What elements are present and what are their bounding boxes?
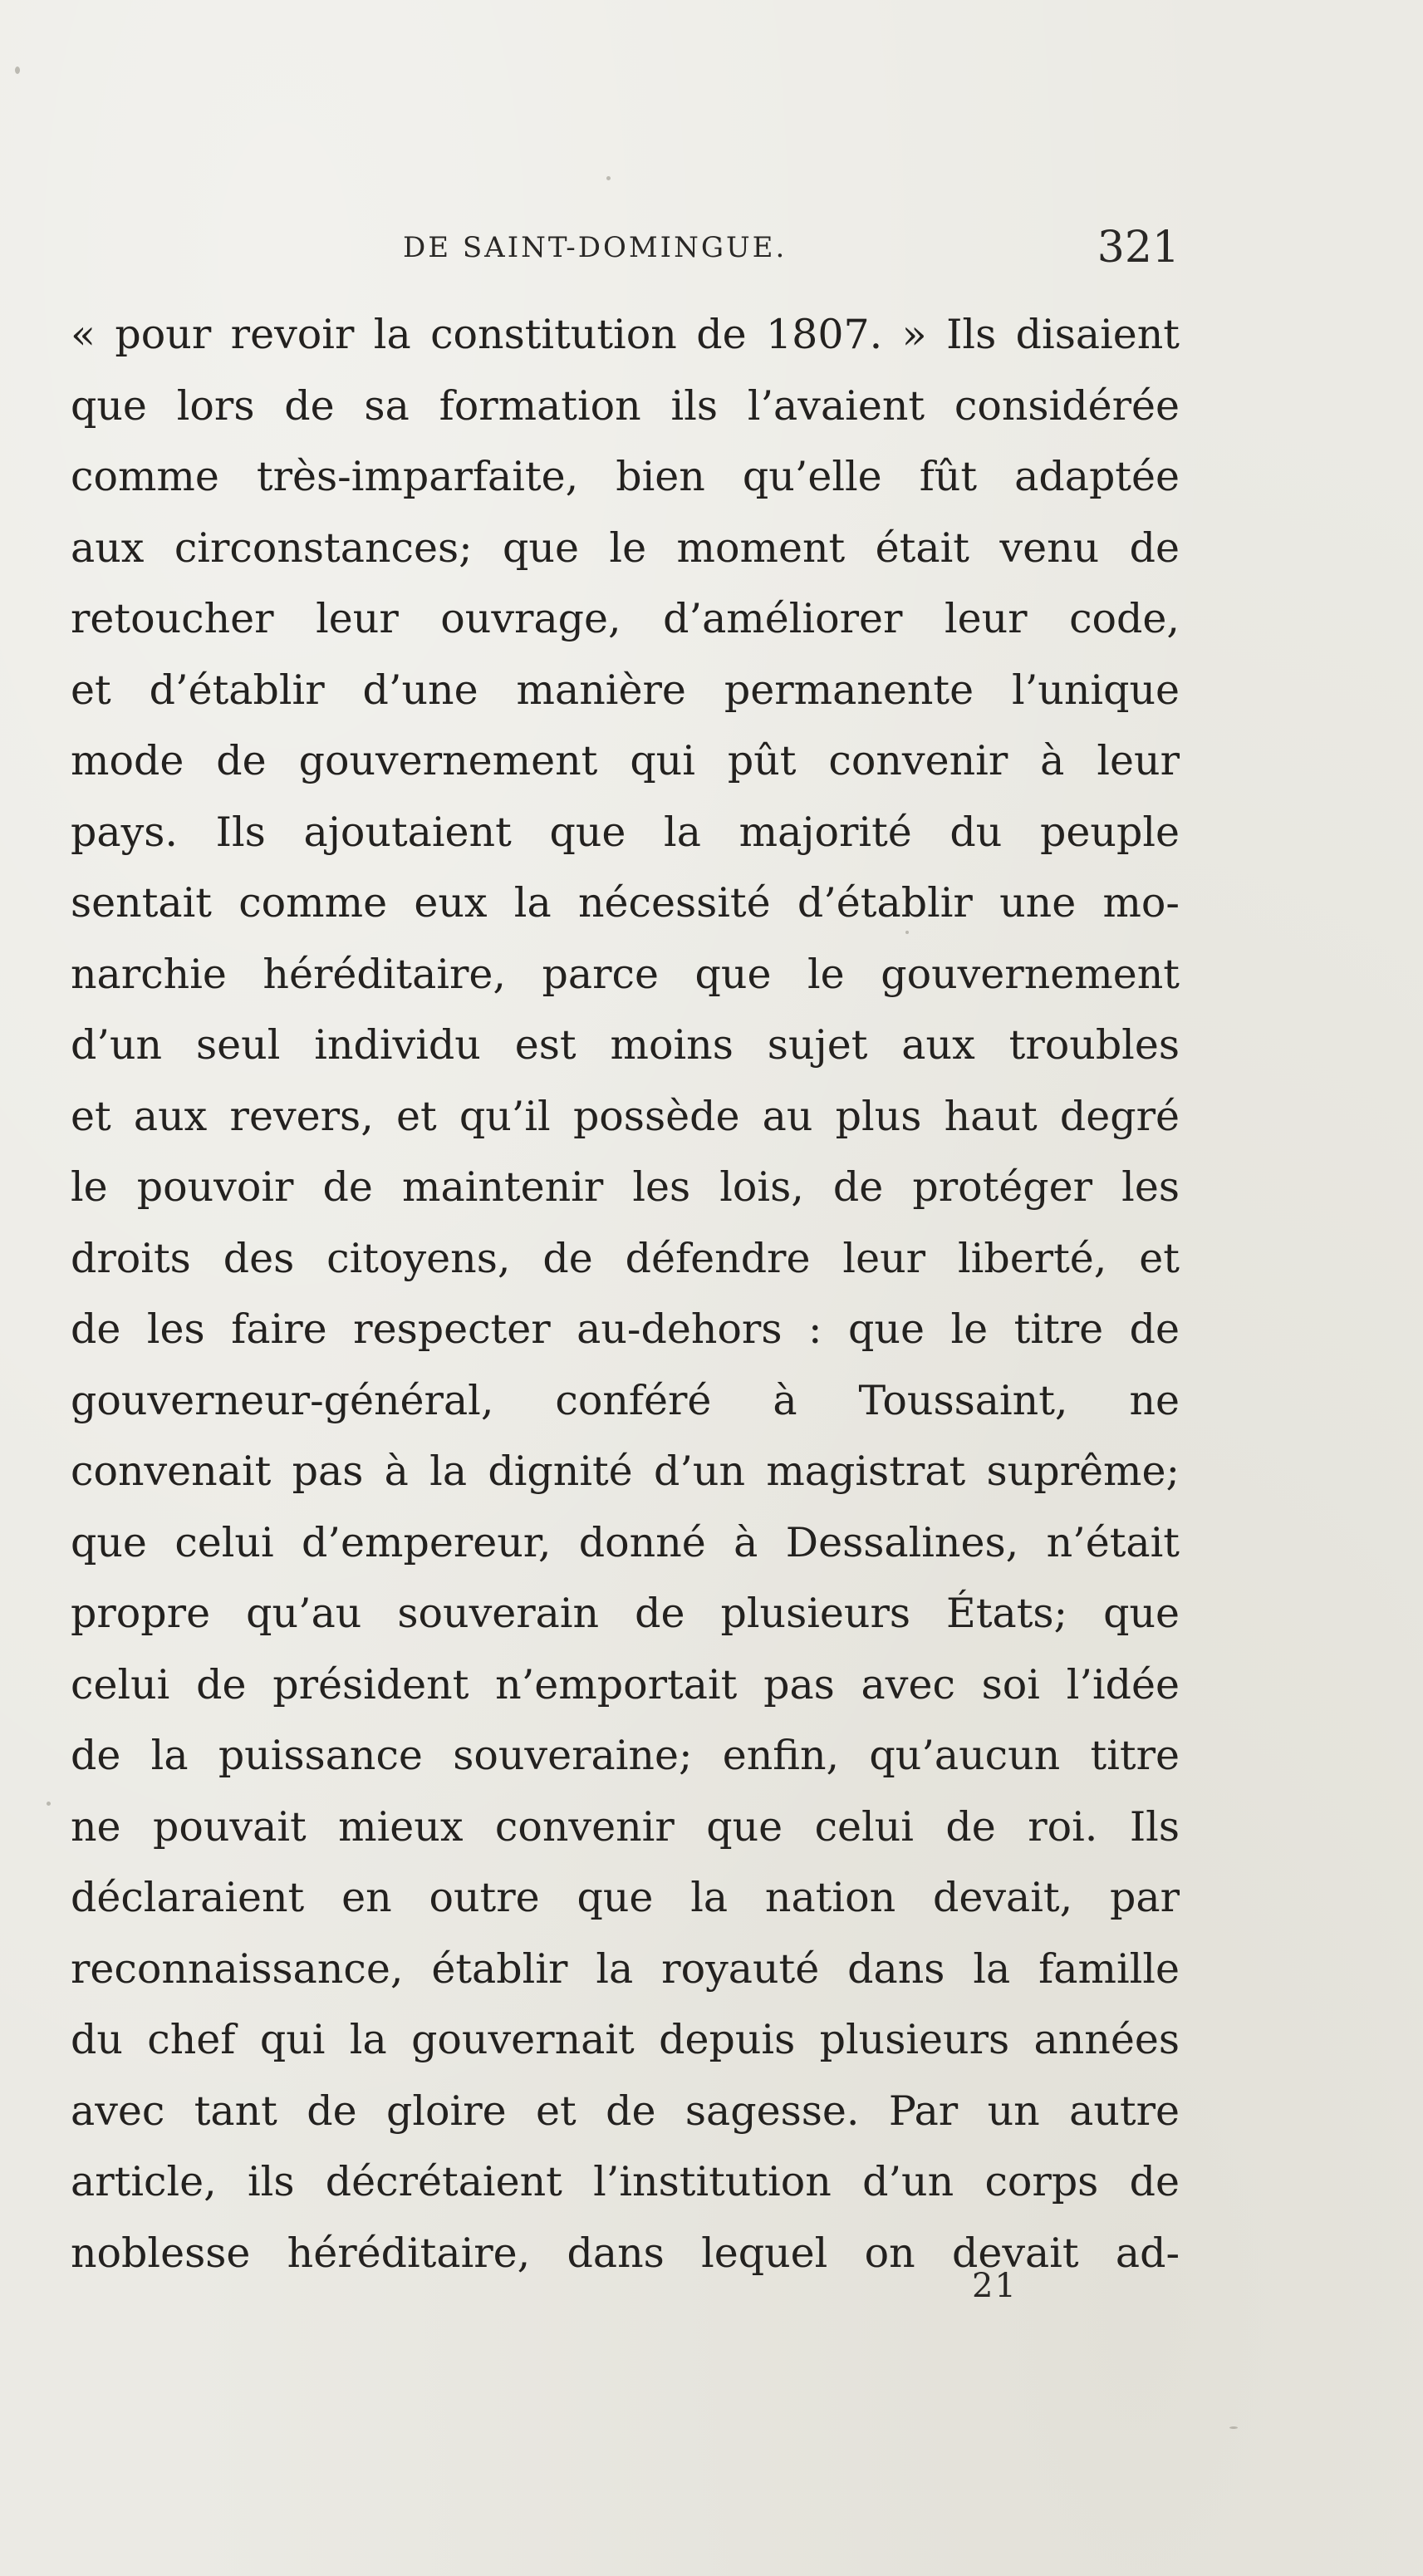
text-line: droits des citoyens, de défendre leur liberté, et (71, 1234, 1180, 1282)
text-line: et aux revers, et qu’il possède au plus haut degré (71, 1092, 1180, 1140)
text-line: déclaraient en outre que la nation devait, par (71, 1874, 1180, 1921)
text-line: pays. Ils ajoutaient que la majorité du peuple (71, 808, 1180, 856)
text-line: de les faire respecter au-dehors : que le titre de (71, 1305, 1180, 1353)
text-line: propre qu’au souverain de plusieurs États; que (71, 1590, 1180, 1637)
text-line: et d’établir d’une manière permanente l’unique (71, 666, 1180, 714)
text-line: article, ils décrétaient l’institution d’un corps de (71, 2158, 1180, 2205)
paper-speck (15, 66, 20, 74)
text-line: mode de gouvernement qui pût convenir à leur (71, 737, 1180, 784)
text-line: avec tant de gloire et de sagesse. Par un autre (71, 2087, 1180, 2135)
paper-speck (1229, 2426, 1238, 2429)
text-line: convenait pas à la dignité d’un magistrat suprême; (71, 1448, 1180, 1495)
paper-speck (606, 176, 611, 180)
text-line: retoucher leur ouvrage, d’améliorer leur code, (71, 595, 1180, 642)
running-title: DE SAINT-DOMINGUE. (403, 231, 788, 264)
page-number: 321 (1097, 223, 1180, 273)
text-line: le pouvoir de maintenir les lois, de protéger les (71, 1163, 1180, 1211)
signature-mark: 21 (972, 2267, 1018, 2305)
text-line: reconnaissance, établir la royauté dans la famille (71, 1944, 1180, 1993)
text-line: de la puissance souveraine; enfin, qu’aucun titre (71, 1732, 1180, 1779)
text-line: « pour revoir la constitution de 1807. » Ils disaient (71, 311, 1180, 358)
body-text (71, 299, 1180, 2288)
running-head (71, 223, 1180, 281)
text-line: noblesse héréditaire, dans lequel on devait ad- (71, 2229, 1180, 2277)
text-line: que celui d’empereur, donné à Dessalines, n’était (71, 1518, 1180, 1566)
text-line: sentait comme eux la nécessité d’établir une mo- (71, 879, 1180, 927)
text-line: narchie héréditaire, parce que le gouvernement (71, 950, 1180, 998)
text-line: celui de président n’emportait pas avec soi l’idée (71, 1660, 1180, 1708)
text-line: d’un seul individu est moins sujet aux troubles (71, 1021, 1180, 1069)
text-line: du chef qui la gouvernait depuis plusieurs années (71, 2016, 1180, 2063)
text-line: gouverneur-général, conféré à Toussaint, ne (71, 1376, 1180, 1424)
text-line: comme très-imparfaite, bien qu’elle fût adaptée (71, 453, 1180, 500)
text-line: que lors de sa formation ils l’avaient considérée (71, 381, 1180, 430)
paper-speck (905, 931, 909, 934)
text-line: ne pouvait mieux convenir que celui de roi. Ils (71, 1802, 1180, 1851)
paper-speck (47, 1802, 51, 1806)
text-line: aux circonstances; que le moment était venu de (71, 524, 1180, 572)
